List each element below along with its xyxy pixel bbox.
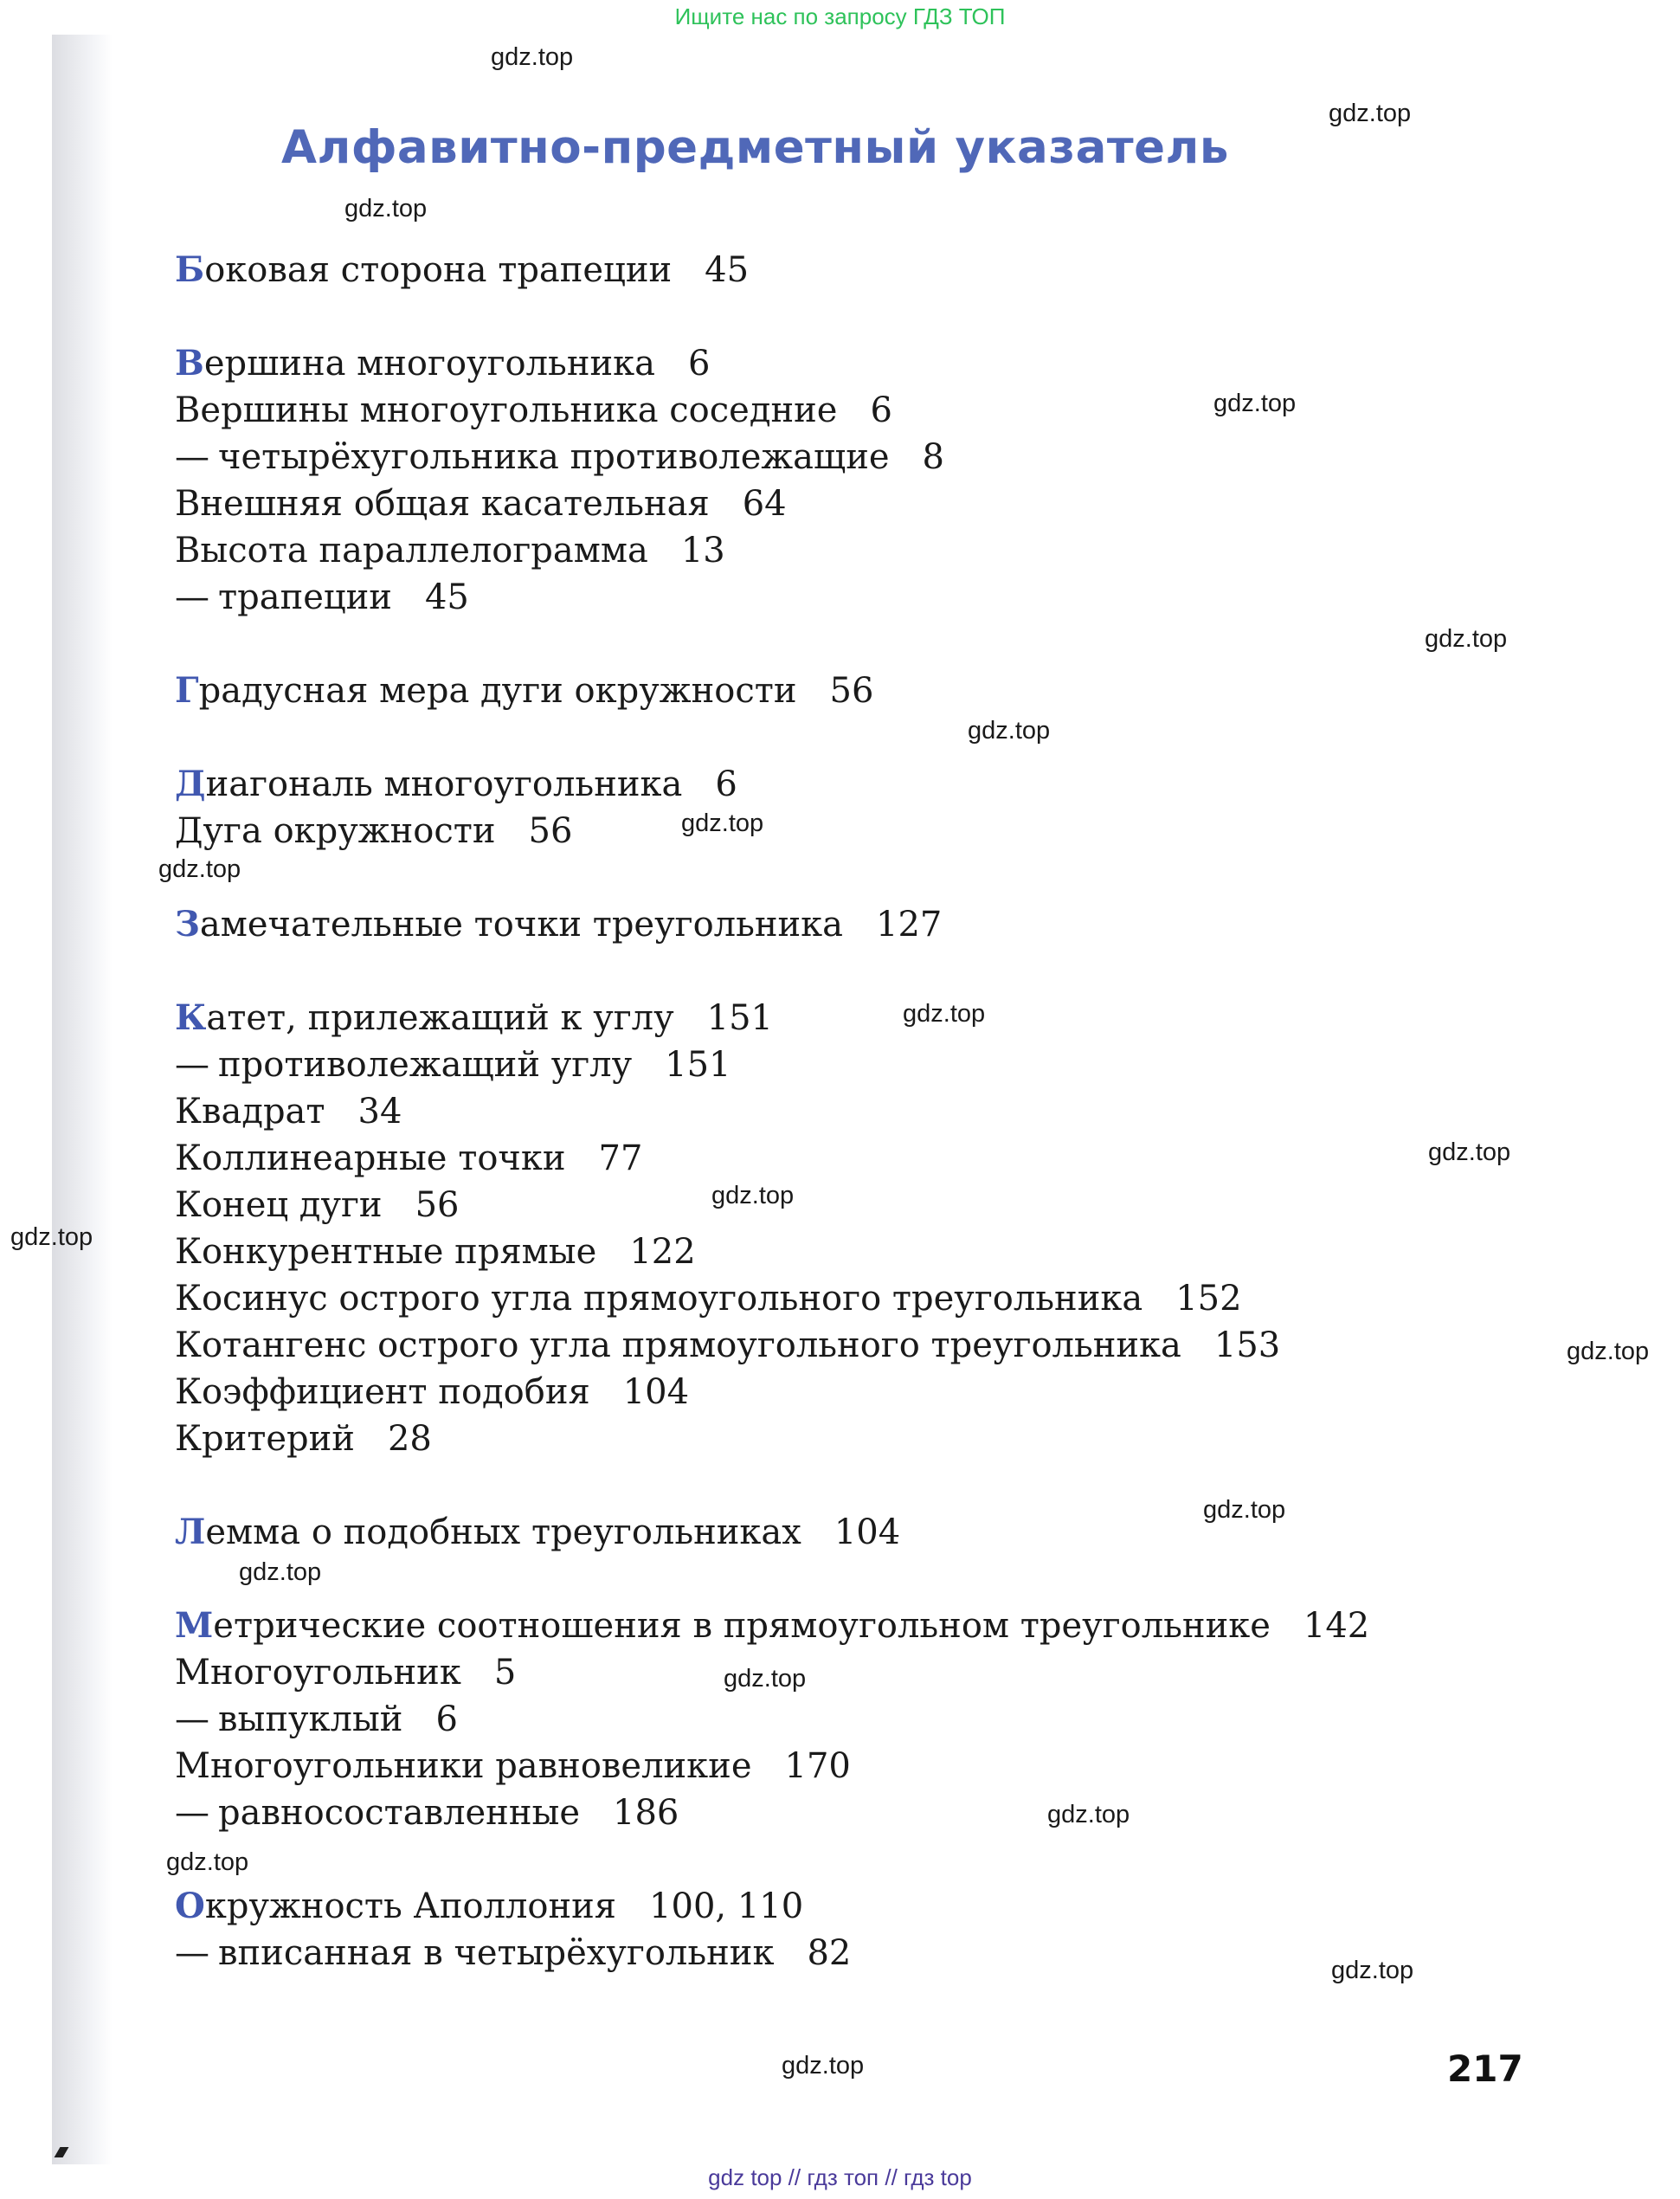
entry-page-refs: 45 — [424, 577, 469, 617]
watermark-text: gdz.top — [968, 717, 1051, 745]
index-entry — [175, 527, 1473, 574]
top-banner[interactable]: Ищите нас по запросу ГДЗ ТОП — [674, 3, 1006, 29]
index-entry — [175, 1088, 1473, 1135]
entry-term: Косинус острого угла прямоугольного треугольника — [175, 1279, 1143, 1319]
watermark-text: gdz.top — [166, 1848, 249, 1876]
entry-page-refs: 56 — [528, 811, 573, 851]
watermark-text: gdz.top — [724, 1665, 807, 1693]
entry-page-refs: 6 — [715, 764, 737, 804]
entry-initial-letter: О — [175, 1886, 205, 1926]
entry-term: Дуга окружности — [175, 811, 496, 851]
entry-term: ершина многоугольника — [203, 344, 655, 384]
entry-term: противолежащий углу — [218, 1045, 633, 1085]
entry-page-refs: 64 — [742, 484, 787, 524]
entry-term: амечательные точки треугольника — [199, 905, 844, 945]
entry-page-refs: 122 — [629, 1232, 696, 1272]
entry-term: вписанная в четырёхугольник — [218, 1933, 775, 1973]
watermark-text: gdz.top — [1331, 1957, 1414, 1984]
index-entry — [175, 1883, 1473, 1930]
index-entry — [175, 574, 1473, 621]
watermark-text: gdz.top — [10, 1223, 93, 1251]
index-entries — [175, 247, 1473, 1977]
index-entry — [175, 434, 1473, 480]
entry-page-refs: 6 — [870, 390, 892, 430]
entry-initial-letter: Д — [175, 764, 206, 804]
entry-page-refs: 34 — [357, 1092, 402, 1132]
entry-initial-letter: Л — [175, 1512, 206, 1552]
index-entry — [175, 1322, 1473, 1369]
entry-dash: — — [175, 1933, 209, 1973]
entry-page-refs: 142 — [1303, 1606, 1370, 1646]
page-number: 217 — [1447, 2047, 1523, 2090]
index-entry — [175, 1743, 1473, 1790]
entry-page-refs: 56 — [829, 671, 874, 711]
entry-initial-letter: Г — [175, 670, 199, 711]
watermark-text: gdz.top — [782, 2052, 865, 2080]
index-entry — [175, 808, 1473, 854]
watermark-text: gdz.top — [239, 1558, 322, 1586]
entry-page-refs: 82 — [807, 1933, 852, 1973]
entry-page-refs: 28 — [387, 1419, 432, 1459]
entry-term: Конкурентные прямые — [175, 1232, 597, 1272]
entry-initial-letter: К — [175, 997, 207, 1038]
entry-page-refs: 104 — [834, 1512, 901, 1552]
entry-term: равносоставленные — [218, 1793, 581, 1833]
index-entry — [175, 1415, 1473, 1462]
watermark-text: gdz.top — [711, 1182, 795, 1209]
watermark-text: gdz.top — [1329, 100, 1412, 127]
index-entry — [175, 340, 1473, 387]
entry-term: емма о подобных треугольниках — [205, 1512, 801, 1552]
entry-page-refs: 152 — [1175, 1279, 1242, 1319]
entry-initial-letter: Б — [175, 249, 205, 290]
entry-dash: — — [175, 1699, 209, 1739]
entry-dash: — — [175, 1793, 209, 1833]
bottom-banner[interactable]: gdz top // гдз топ // гдз top — [708, 2164, 972, 2190]
index-entry — [175, 1275, 1473, 1322]
entry-initial-letter: М — [175, 1605, 214, 1646]
index-entry — [175, 247, 1473, 293]
entry-term: Внешняя общая касательная — [175, 484, 710, 524]
entry-term: Квадрат — [175, 1092, 325, 1132]
entry-gap — [175, 293, 1473, 340]
entry-dash: — — [175, 577, 209, 617]
entry-term: Котангенс острого угла прямоугольного треугольника — [175, 1325, 1181, 1365]
entry-term: Коллинеарные точки — [175, 1138, 566, 1178]
entry-gap — [175, 854, 1473, 901]
watermark-text: gdz.top — [1213, 390, 1297, 417]
entry-page-refs: 153 — [1213, 1325, 1281, 1365]
entry-page-refs: 151 — [706, 998, 773, 1038]
watermark-text: gdz.top — [681, 809, 764, 837]
entry-gap — [175, 714, 1473, 761]
watermark-text: gdz.top — [1203, 1496, 1286, 1524]
index-entry — [175, 995, 1473, 1041]
index-entry — [175, 667, 1473, 714]
index-entry — [175, 1182, 1473, 1228]
entry-dash: — — [175, 1045, 209, 1085]
index-entry — [175, 1369, 1473, 1415]
entry-dash: — — [175, 437, 209, 477]
entry-page-refs: 5 — [493, 1653, 517, 1693]
entry-gap — [175, 1556, 1473, 1602]
entry-term: иагональ многоугольника — [205, 764, 683, 804]
entry-page-refs: 151 — [665, 1045, 731, 1085]
entry-page-refs: 6 — [687, 344, 711, 384]
entry-term: атет, прилежащий к углу — [206, 998, 674, 1038]
entry-page-refs: 104 — [622, 1372, 690, 1412]
entry-term: Высота параллелограмма — [175, 531, 648, 571]
entry-page-refs: 77 — [598, 1138, 643, 1178]
entry-term: трапеции — [218, 577, 392, 617]
index-entry — [175, 1602, 1473, 1649]
entry-page-refs: 45 — [705, 250, 750, 290]
index-entry — [175, 1228, 1473, 1275]
entry-page-refs: 100, 110 — [649, 1886, 804, 1926]
entry-term: кружность Аполлония — [204, 1886, 617, 1926]
entry-gap — [175, 1836, 1473, 1883]
entry-term: четырёхугольника противолежащие — [218, 437, 890, 477]
entry-term: Коэффициент подобия — [175, 1372, 590, 1412]
entry-initial-letter: В — [175, 343, 204, 384]
index-entry — [175, 761, 1473, 808]
entry-term: оковая сторона трапеции — [204, 250, 673, 290]
index-entry — [175, 1135, 1473, 1182]
watermark-text: gdz.top — [1047, 1801, 1130, 1828]
entry-term: Вершины многоугольника соседние — [175, 390, 838, 430]
index-entry — [175, 1790, 1473, 1836]
entry-page-refs: 13 — [680, 531, 725, 571]
entry-term: Конец дуги — [175, 1185, 383, 1225]
entry-gap — [175, 948, 1473, 995]
entry-gap — [175, 621, 1473, 667]
watermark-text: gdz.top — [1567, 1338, 1650, 1365]
watermark-text: gdz.top — [158, 855, 241, 883]
watermark-text: gdz.top — [1428, 1138, 1511, 1166]
entry-page-refs: 6 — [435, 1699, 458, 1739]
entry-initial-letter: З — [175, 904, 200, 945]
index-entry — [175, 1041, 1473, 1088]
entry-term: етрические соотношения в прямоугольном треугольнике — [213, 1606, 1271, 1646]
entry-page-refs: 186 — [613, 1793, 679, 1833]
entry-page-refs: 170 — [784, 1746, 851, 1786]
entry-term: Многоугольник — [175, 1653, 461, 1693]
index-entry — [175, 480, 1473, 527]
watermark-text: gdz.top — [491, 43, 574, 71]
watermark-text: gdz.top — [344, 195, 428, 222]
watermark-text: gdz.top — [1425, 625, 1508, 653]
entry-page-refs: 8 — [922, 437, 944, 477]
entry-term: Многоугольники равновеликие — [175, 1746, 752, 1786]
entry-term: радусная мера дуги окружности — [198, 671, 797, 711]
entry-page-refs: 56 — [415, 1185, 460, 1225]
index-entry — [175, 1649, 1473, 1696]
index-entry — [175, 1696, 1473, 1743]
entry-page-refs: 127 — [876, 905, 943, 945]
watermark-text: gdz.top — [903, 1000, 986, 1028]
page-binding-shadow — [52, 35, 113, 2164]
index-entry — [175, 901, 1473, 948]
entry-term: выпуклый — [218, 1699, 403, 1739]
index-entry — [175, 1930, 1473, 1977]
page-title: Алфавитно-предметный указатель — [281, 121, 1229, 174]
entry-term: Критерий — [175, 1419, 355, 1459]
